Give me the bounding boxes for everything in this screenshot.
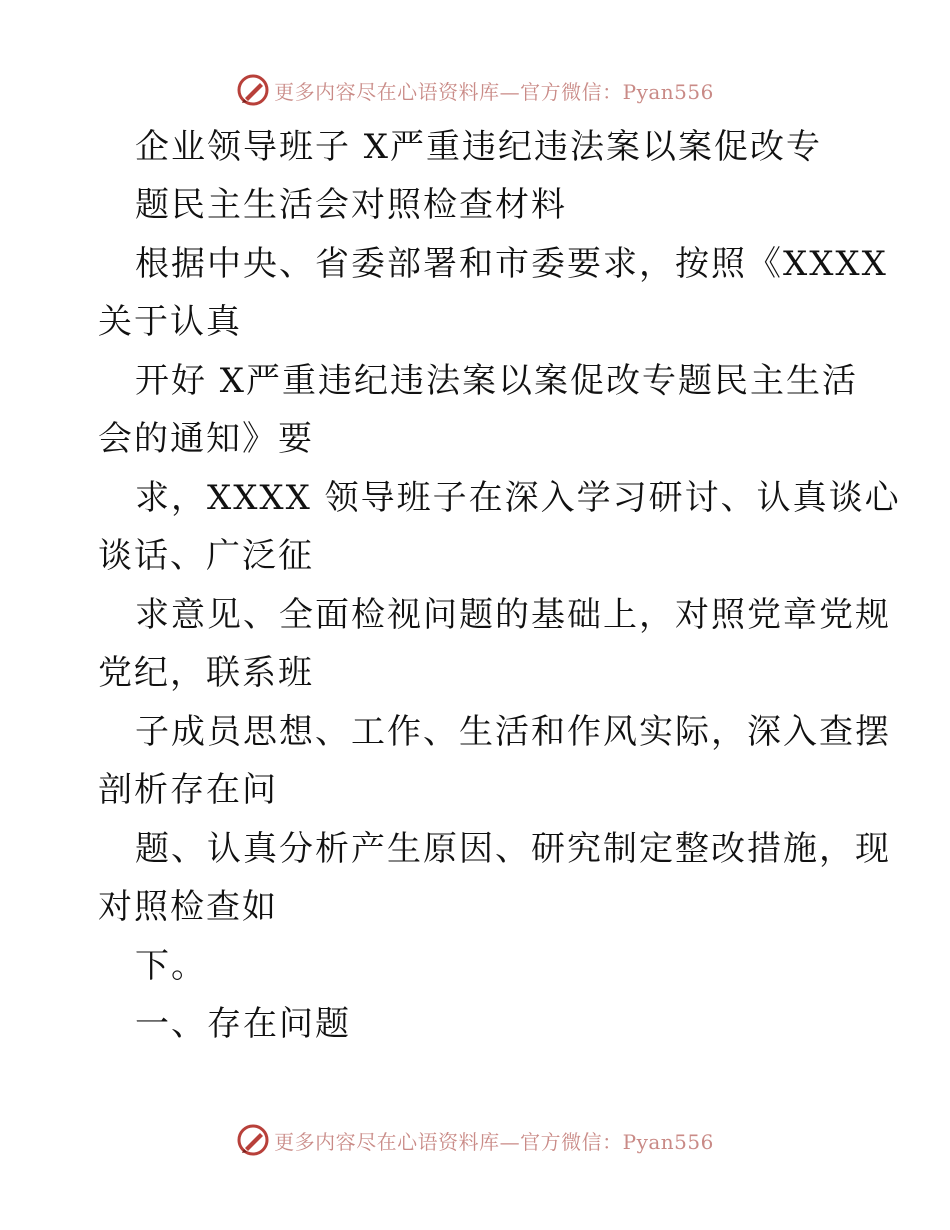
header-watermark: [0, 70, 950, 110]
footer-watermark: [0, 1120, 950, 1160]
doc-title-line-2: 题民主生活会对照检查材料: [135, 185, 567, 225]
paragraph-line: 谈话、广泛征: [98, 536, 314, 576]
paragraph-line: 求，XXXX 领导班子在深入学习研讨、认真谈心: [135, 478, 901, 518]
paragraph-line: 题、认真分析产生原因、研究制定整改措施，现: [135, 829, 891, 869]
section-heading: 一、存在问题: [135, 1004, 351, 1044]
paragraph-line: 会的通知》要: [98, 419, 314, 459]
pen-logo-icon: [236, 73, 270, 107]
paragraph-line: 剖析存在问: [98, 770, 278, 810]
doc-title-line-1: 企业领导班子 X严重违纪违法案以案促改专: [135, 127, 823, 167]
paragraph-line: 开好 X严重违纪违法案以案促改专题民主生活: [135, 361, 859, 401]
paragraph-line: 求意见、全面检视问题的基础上，对照党章党规: [135, 595, 891, 635]
paragraph-line: 党纪，联系班: [98, 653, 314, 693]
paragraph-line: 根据中央、省委部署和市委要求，按照《XXXX: [135, 244, 888, 284]
paragraph-line: 子成员思想、工作、生活和作风实际，深入查摆: [135, 712, 891, 752]
paragraph-line: 关于认真: [98, 302, 242, 342]
pen-logo-icon: [236, 1123, 270, 1157]
watermark-text: 更多内容尽在心语资料库—官方微信：Pyan556: [274, 1129, 714, 1154]
paragraph-line: 对照检查如: [98, 887, 278, 927]
paragraph-line: 下。: [135, 946, 207, 986]
watermark-text: 更多内容尽在心语资料库—官方微信：Pyan556: [274, 79, 714, 104]
